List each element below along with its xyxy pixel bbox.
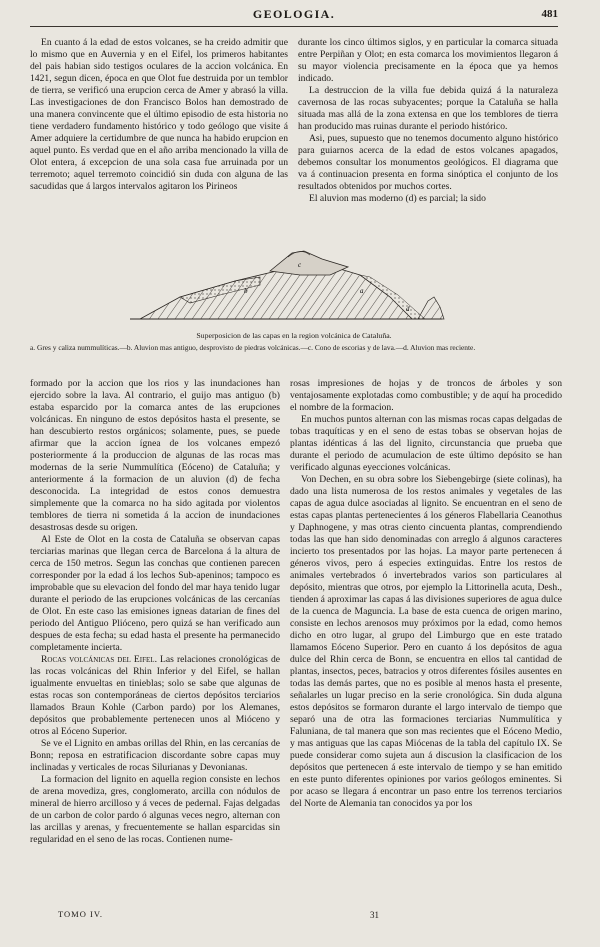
figure-label-a: a xyxy=(360,287,364,295)
page-header xyxy=(30,4,558,27)
figure-caption: Superposicion de las capas en la region volcánica de Cataluña. xyxy=(196,331,392,340)
volume-label: TOMO IV. xyxy=(58,909,103,919)
geological-section-figure xyxy=(30,245,558,365)
text-column-top-left xyxy=(30,37,288,193)
text-column-top-right xyxy=(298,37,558,205)
paragraph: Asi, pues, supuesto que no tenemos documento alguno histórico para guiarnos acerca de la edad de estos volcanes apagados, debemos consultar los monumentos geológicos. El diagrama que va á continuacion presenta en forma sinóptica el conjunto de los resultados obtenidos por muchos cortes. xyxy=(298,133,558,192)
paragraph: En cuanto á la edad de estos volcanes, se ha creido admitir que lo mismo que en Auvernia y en el Eifel, los primeros habitantes del pais habian sido testigos oculares de la accion volcánica. En 1421, segun dicen, época en que Olot fue destruida por un temblor de tierra, se verificó una erupcion cerca de Amer y abrasó la villa. Las investigaciones de don Francisco Bolos han demostrado de una manera convincente que el último episodio de esta historia no tiene verdadero fundamento histórico y todo geólogo que visite á Amer adquiere la certidumbre de que nunca ha habido erupcion en aquel punto. Es verdad que en el año arriba mencionado la villa de Olot entera, á excepcion de una sola casa fue arruinada por un terremoto; aquel terremoto coincidió sin duda con alguna de las sacudidas que á largos intervalos agitaron los Pirineos xyxy=(30,37,288,192)
text-column-bottom-left xyxy=(30,378,280,846)
paragraph: El aluvion mas moderno (d) es parcial; la sido xyxy=(309,193,486,204)
paragraph-body: Las relaciones cronológicas de las rocas volcánicas del Rhin Inferior y del Eifel, se hallan igualmente envueltas en tinieblas; solo se sabe que algunas de estas rocas son contemporáneas de ciertos depósitos terciarios llamados Braun Kohle (Carbon pardo) por los Alemanes, depósitos que probablemente pertenecen unos al Mióceno y otros al Eóceno Superior. xyxy=(30,654,281,737)
paragraph: La formacion del lignito en aquella region consiste en lechos de arena movediza, gres, conglomerato, arcilla con nódulos de mineral de hierro arcilloso y á veces de pedernal. Fajas delgadas de un carbon de color pardo ó algunas veces negro, alternan con las arcillas y arenas, y frecuentemente se hallan esparcidas sin regularidad en el seno de las rocas. Contienen nume- xyxy=(30,774,280,845)
page-number: 481 xyxy=(541,8,558,20)
paragraph: rosas impresiones de hojas y de troncos de árboles y son ventajosamente explotadas como combustible; y de aquí ha procedido el nombre de la formacion. xyxy=(290,378,562,413)
figure-legend: a. Gres y caliza nummulíticas.—b. Aluvion mas antiguo, desprovisto de piedras volcánicas.—c. Cono de escorias y de lava.—d. Aluvion mas reciente. xyxy=(30,343,476,352)
paragraph: Von Dechen, en su obra sobre los Siebengebirge (siete colinas), ha dado una lista numerosa de los restos animales y vegetales de las capas de agua dulce asociadas al lignito. Se encuentran en el seno de estas capas plantas pertenecientes á los géneros Flabellaria Ceanothus y Daphnogene, y mas otras ciento cincuenta plantas, comprendiendo todas las que han sido denominadas con arreglo á algunos caracteres incierto tos presentados por las hojas. La mayor parte pertenecen á géneros vivos, pero á especies extinguidas. Entre los restos de animales vertebrados ó invertebrados varios son particulares al depósito, mientras que otros, por ejemplo la Littorinella acuta, Desh., tienden á aproximar las capas á las divisiones superiores de agua dulce de la cuenca de Maguncia. La base de esta cuenca de origen marino, consiste en lechos arenosos muy próximos por la edad, como hemos dicho en otro lugar, al grupo del Limburgo que en este tratado llamamos Eóceno Superior. Pero en cuanto á los depósitos de agua dulce del Rhin cerca de Bonn, se encuentra en ellos tal cantidad de plantas, insectos, peces, batracios y otros diferentes fósiles ausentes en todas las demás partes, que no es posible al menos hasta el presente, señalarles un lugar preciso en la serie cronológica. Sin duda alguna estos depósitos se formaron durante el largo intervalo de tiempo que separó una de otra las formaciones terciarias Nummulítica y Faluniana, de tal manera que son mas recientes que el Eóceno Medio, y mas antiguas que las capas Miócenas de la tabla del capítulo IX. Se puede considerar como sujeta aun á discusion la clasificacion de los depósitos que pertenecen á este intervalo de tiempo y se han emitido en este punto diferentes opiniones por varios geólogos eminentes. Si por acaso se llegara á encontrar un paso entre los terrenos terciarios del Norte de Alemania tan conocidos ya por los xyxy=(290,474,562,809)
running-title: GEOLOGIA. xyxy=(252,7,336,21)
paragraph: En muchos puntos alternan con las mismas rocas capas delgadas de tobas traquíticas y en el seno de estas tobas se observan hojas de plantas idénticas á las del lignito, circunstancia que prueba que durante el periodo de acumulacion de este último depósito se han verificado algunas eyecciones volcánicas. xyxy=(290,414,562,473)
signature-mark: 31 xyxy=(370,910,379,920)
paragraph: La destruccion de la villa fue debida quizá á la naturaleza cavernosa de las rocas subyacentes; porque la Cataluña se halla situada mas allá de la zona extensa en que los temblores de tierra han producido mas ruinas durante el periodo histórico. xyxy=(298,85,558,132)
paragraph: Se ve el Lignito en ambas orillas del Rhin, en las cercanías de Bonn; reposa en estratificacion discordante sobre capas muy inclinadas y verticales de rocas Silurianas y Devonianas. xyxy=(30,738,280,773)
figure-label-d: d xyxy=(406,305,410,313)
cross-section-illustration xyxy=(30,245,558,331)
text-column-bottom-right xyxy=(290,378,562,810)
paragraph xyxy=(30,654,280,738)
side-outcrop xyxy=(418,297,444,319)
figure-label-b: b xyxy=(244,287,248,295)
paragraph: durante los cinco últimos siglos, y en particular la comarca situada entre Perpiñan y Olot; en esta comarca los movimientos llegaron á su mayor violencia precisamente en la época que ya hemos indicado. xyxy=(298,37,558,84)
figure-label-c: c xyxy=(298,261,302,269)
section-heading: Rocas volcánicas del Eifel. xyxy=(41,654,157,665)
paragraph: formado por la accion que los rios y las inundaciones han ejercido sobre la lava. Al contrario, el guijo mas antiguo (b) estaba esparcido por la comarca antes de las erupciones volcánicas. En ninguno de estos depósitos hasta el presente, se han descubierto restos orgánicos; solamente, pues, se puede afirmar que la accion ígnea de los volcanes empezó posteriormente á la produccion de algunas de las rocas mas modernas de la serie Nummulítica (Eóceno) de Cataluña; y anteriormente á la formacion de un aluvion (d) de fecha desconocida. La integridad de estos conos demuestra simplemente que la comarca no ha sido agitada por violentos temblores de tierra ni sometida á la accion de inundaciones desastrosas desde su origen. xyxy=(30,378,280,533)
paragraph: Al Este de Olot en la costa de Cataluña se observan capas terciarias marinas que llegan cerca de Barcelona á la altura de cerca de 150 metros. Segun las conchas que contienen parecen corresponder por la edad á los lechos Sub-apeninos; tampoco es improbable que su elevacion del fondo del mar haya tenido lugar durante el periodo de las erupciones volcánicas de las cercanías de Olot. En este caso las emisiones igneas datarian de fines del periodo del Antiguo Plióceno, pero quizá se han verificado aun despues de esta fecha; su edad hasta el presente ha permanecido completamente incierta. xyxy=(30,534,280,653)
